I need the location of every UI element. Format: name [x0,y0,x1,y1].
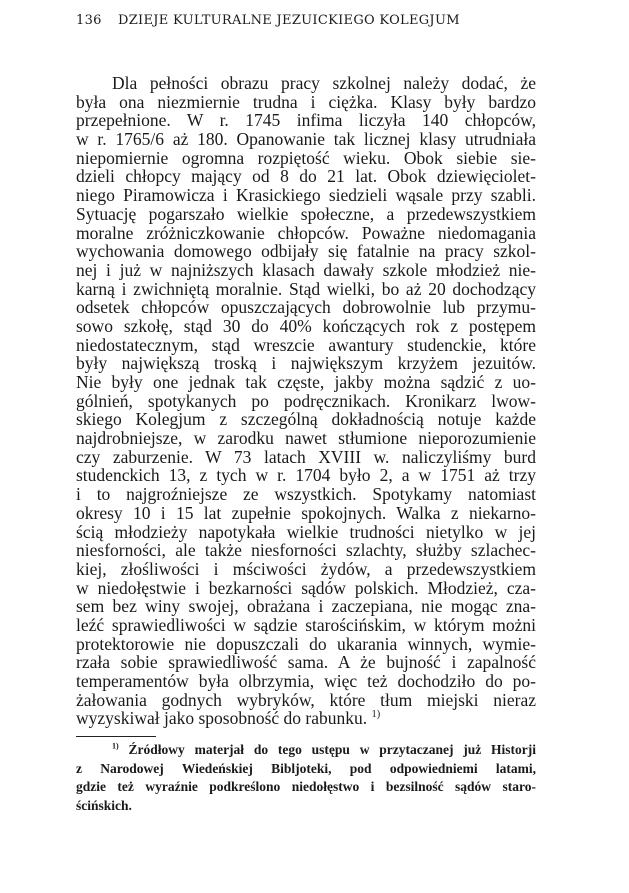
text-line: temperamentów była olbrzymia, więc też dochodziło do po- [76,671,536,691]
footnote [76,741,536,815]
text-line: niepomiernie ogromna rozpiętość wieku. Obok siebie sie- [76,147,536,168]
text-line: niedostatecznym, stąd wreszcie awantury studenckie, które [76,334,536,355]
text-line: były największą troską i największym krzyżem jezuitów. [76,353,536,374]
footnote-line: ścińskich. [76,797,132,813]
text-line: sowo szkołę, stąd 30 do 40% kończących rok z postępem [76,315,536,336]
text-line: wychowania domowego odbijały się fatalnie na pracy szkol- [76,241,536,262]
text-line: okresy 10 i 15 lat zupełnie spokojnych. Walka z niekarno- [76,502,536,523]
text-line: dzieli chłopcy mający od 8 do 21 lat. Obok dziewięciolet- [76,166,536,187]
text-line: gólnień, spotykanych po podręcznikach. Kronikarz lwow- [76,390,536,411]
text-line: rzała sobie sprawiedliwość sama. A że bujność i zapalność [76,652,536,673]
text-line: nej i już w najniższych klasach dawały szkole młodzież nie- [76,259,536,280]
text-line: skiego Kolegjum z szczególną dokładnością notuje każde [76,409,536,430]
text-line: niego Piramowicza i Krasickiego siedzieli wąsale przy szabli. [76,185,536,206]
footnote-reference: 1) [371,709,381,721]
text-line: wyzyskiwał jako sposobność do rabunku. $^{1)}$ [76,708,381,729]
running-title: DZIEJE KULTURALNE JEZUICKIEGO KOLEGJUM [118,13,460,28]
text-line: w r. 1765/6 aż 180. Opanowanie tak licznej klasy utrudniała [76,129,536,150]
text-line: i to najgroźniejsze ze wszystkich. Spotykamy natomiast [76,484,536,505]
text-line: najdrobniejsze, w zarodku nawet stłumione nieporozumienie [76,428,536,449]
footnote-rule [76,736,156,737]
footnote-line: gdzie też wyraźnie podkreślono niedołęstwo i bezsilność sądów staro- [76,779,536,794]
text-line: przepełnione. W r. 1745 infima liczyła 140 chłopców, [76,110,536,131]
text-line: karną i zwichniętą moralnie. Stąd wielki, bo aż 20 dochodzący [76,278,536,299]
text-line: Sytuację pogarszało wielkie społeczne, a przedewszystkiem [76,203,536,224]
body-text [76,74,536,728]
text-line: sem bez winy swojej, obrażana i zaczepiana, nie mogąc zna- [76,596,536,617]
text-line: żałowania godnych wybryków, które tłum miejski nieraz [76,689,536,710]
footnote-line: $^{1)}$ Źródłowy materjał do tego ustępu w przytaczanej już Historji [112,741,536,757]
page-number: 136 [76,13,102,28]
text-line: kiej, złośliwości i mściwości żydów, a przedewszystkiem [76,558,536,579]
text-line: niesforności, ale także niesforności szlachty, służby szlachec- [76,540,536,561]
text-line: była ona niezmiernie trudna i ciężka. Klasy były bardzo [76,91,536,112]
footnote-line: z Narodowej Wiedeńskiej Bibljoteki, pod odpowiedniemi latami, [76,760,536,776]
text-line: czy zaburzenie. W 73 latach XVIII w. naliczyliśmy burd [76,446,536,467]
text-line: Dla pełności obrazu pracy szkolnej należy dodać, że [112,73,536,93]
text-line: leźć sprawiedliwości w sądzie starościńskim, w którym możni [76,614,536,635]
text-line: w niedołęstwie i bezkarności sądów polskich. Młodzież, cza- [76,577,536,598]
text-line: ścią młodzieży napotykała wielkie trudności nietylko w jej [76,521,536,542]
text-line: studenckich 13, z tych w r. 1704 było 2, a w 1751 aż trzy [76,465,536,486]
text-line: protektorowie nie dopuszczali do ukarania winnych, wymie- [76,633,536,654]
text-line: Nie były one jednak tak częste, jakby można sądzić z uo- [76,372,536,392]
footnote-marker: 1) [112,741,119,751]
text-line: moralne zróżniczkowanie chłopców. Poważne niedomagania [76,222,536,243]
text-line: odsetek chłopców opuszczających dobrowolnie lub przymu- [76,297,536,318]
